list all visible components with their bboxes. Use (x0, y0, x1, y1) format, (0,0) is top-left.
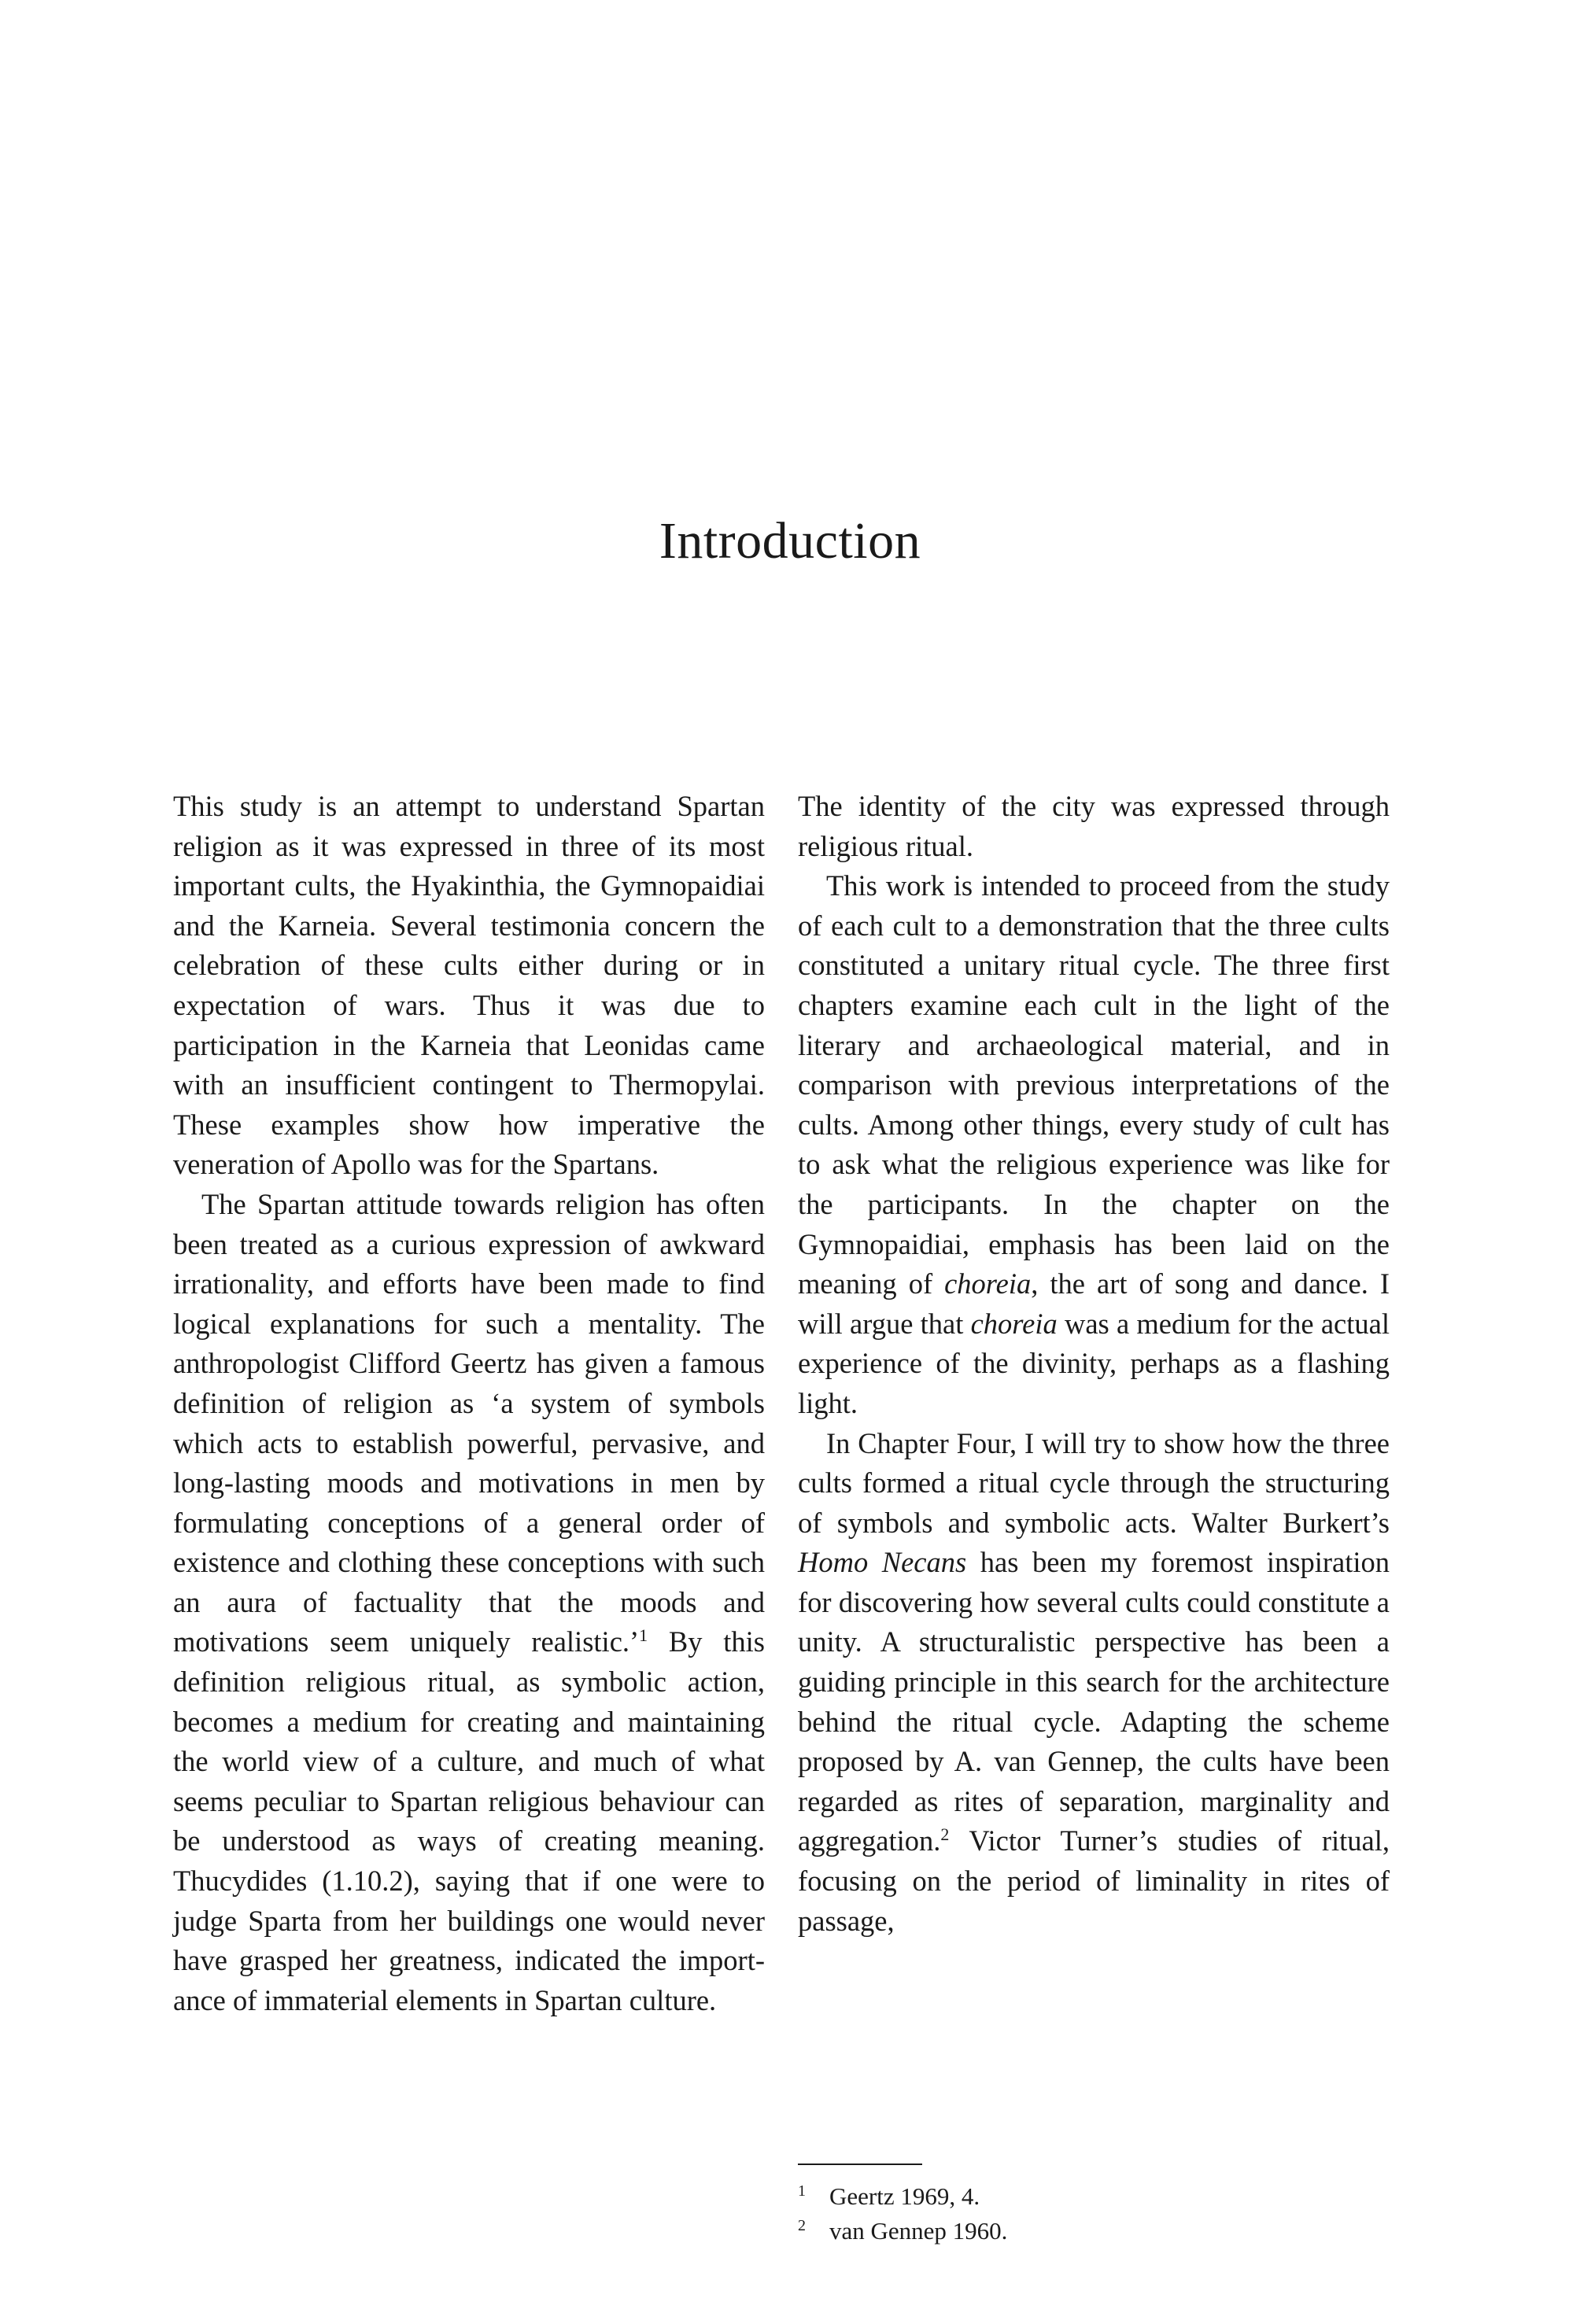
paragraph-text: By this definition religious ritual, as symbolic action, becomes a medium for creating and maintaining the world view of a culture, and much of what seems peculiar to Spartan religious behaviour can be understood as ways of creating meaning. Thucydides (1.10.2), saying that if one were to judge Sparta from her buildings one would never have grasped her greatness, indicated the importance of immaterial elements in Spartan culture. (173, 1625, 765, 2016)
footnote-number: 1 (798, 2182, 806, 2200)
footnote (798, 2179, 1390, 2214)
right-column (798, 787, 1390, 1941)
paragraph-text: Victor Turner’s studies of ritual, focusing on the period of liminality in rites of passage, (798, 1824, 1390, 1937)
footnote-text: van Gennep 1960. (829, 2217, 1008, 2245)
paragraph-text: In Chapter Four, I will try to show how the three cults formed a ritual cycle through the structuring of symbols and symbolic acts. Walter Burkert’s (798, 1426, 1390, 1539)
footnote-text: Geertz 1969, 4. (829, 2182, 980, 2210)
paragraph-text: was a medium for the actual experience of the divinity, perhaps as a flashing light. (798, 1307, 1390, 1419)
footnote-ref[interactable]: 1 (639, 1625, 648, 1646)
footnote (798, 2214, 1390, 2248)
paragraph (173, 1185, 765, 2020)
italic-term: choreia (970, 1307, 1058, 1340)
italic-title: Homo Necans (798, 1546, 967, 1579)
italic-term: choreia (944, 1267, 1032, 1300)
paragraph-text: The identity of the city was expressed through religious ritual. (798, 790, 1390, 862)
paragraph-text: This work is intended to proceed from the study of each cult to a demonstration that the three cults constituted a unitary ritual cycle. The three first chapters examine each cult in the light of the literary and archaeological material, and in comparison with previous interpretations of the cults. Among other things, every study of cult has to ask what the religious experience was like for the participants. In the chapter on the Gymnopaidiai, emphasis has been laid on the meaning of (798, 869, 1390, 1300)
footnote-ref[interactable]: 2 (940, 1824, 950, 1845)
footnote-divider (798, 2164, 922, 2165)
footnote-number: 2 (798, 2217, 806, 2234)
page-title: Introduction (659, 512, 921, 570)
paragraph (798, 866, 1390, 1423)
paragraph (798, 787, 1390, 866)
paragraph (798, 1424, 1390, 1942)
footnotes (798, 2179, 1390, 2248)
paragraph (173, 787, 765, 1185)
paragraph-text: has been my foremost inspiration for discovering how several cults could constitute a unity. A structuralistic perspective has been a guiding principle in this search for the architecture behind the ritual cycle. Adapting the scheme proposed by A. van Gennep, the cults have been regarded as rites of separation, marginality and aggregation. (798, 1546, 1390, 1857)
paragraph-text: This study is an attempt to understand Spartan religion as it was expressed in three of its most important cults, the Hyakinthia, the Gymnopaidiai and the Karneia. Several testimonia concern the celebration of these cults either during or in expectation of wars. Thus it was due to participation in the Karneia that Leonidas came with an insufficient contingent to Thermopylai. These examples show how imperative the veneration of Apollo was for the Spartans. (173, 790, 765, 1181)
paragraph-text: , the art of song and dance. I will argue that (798, 1267, 1390, 1340)
paragraph-text: The Spartan attitude towards religion has often been treated as a curious expression of awkward irrationality, and efforts have been made to find logical explanations for such a mentality. The anthropologist Clifford Geertz has given a famous definition of religion as ‘a system of symbols which acts to establish powerful, pervasive, and long-lasting moods and motivations in men by formulating conceptions of a general order of existence and clothing these conceptions with such an aura of factuality that the moods and motivations seem uniquely realistic.’ (173, 1187, 765, 1658)
left-column (173, 787, 765, 2020)
